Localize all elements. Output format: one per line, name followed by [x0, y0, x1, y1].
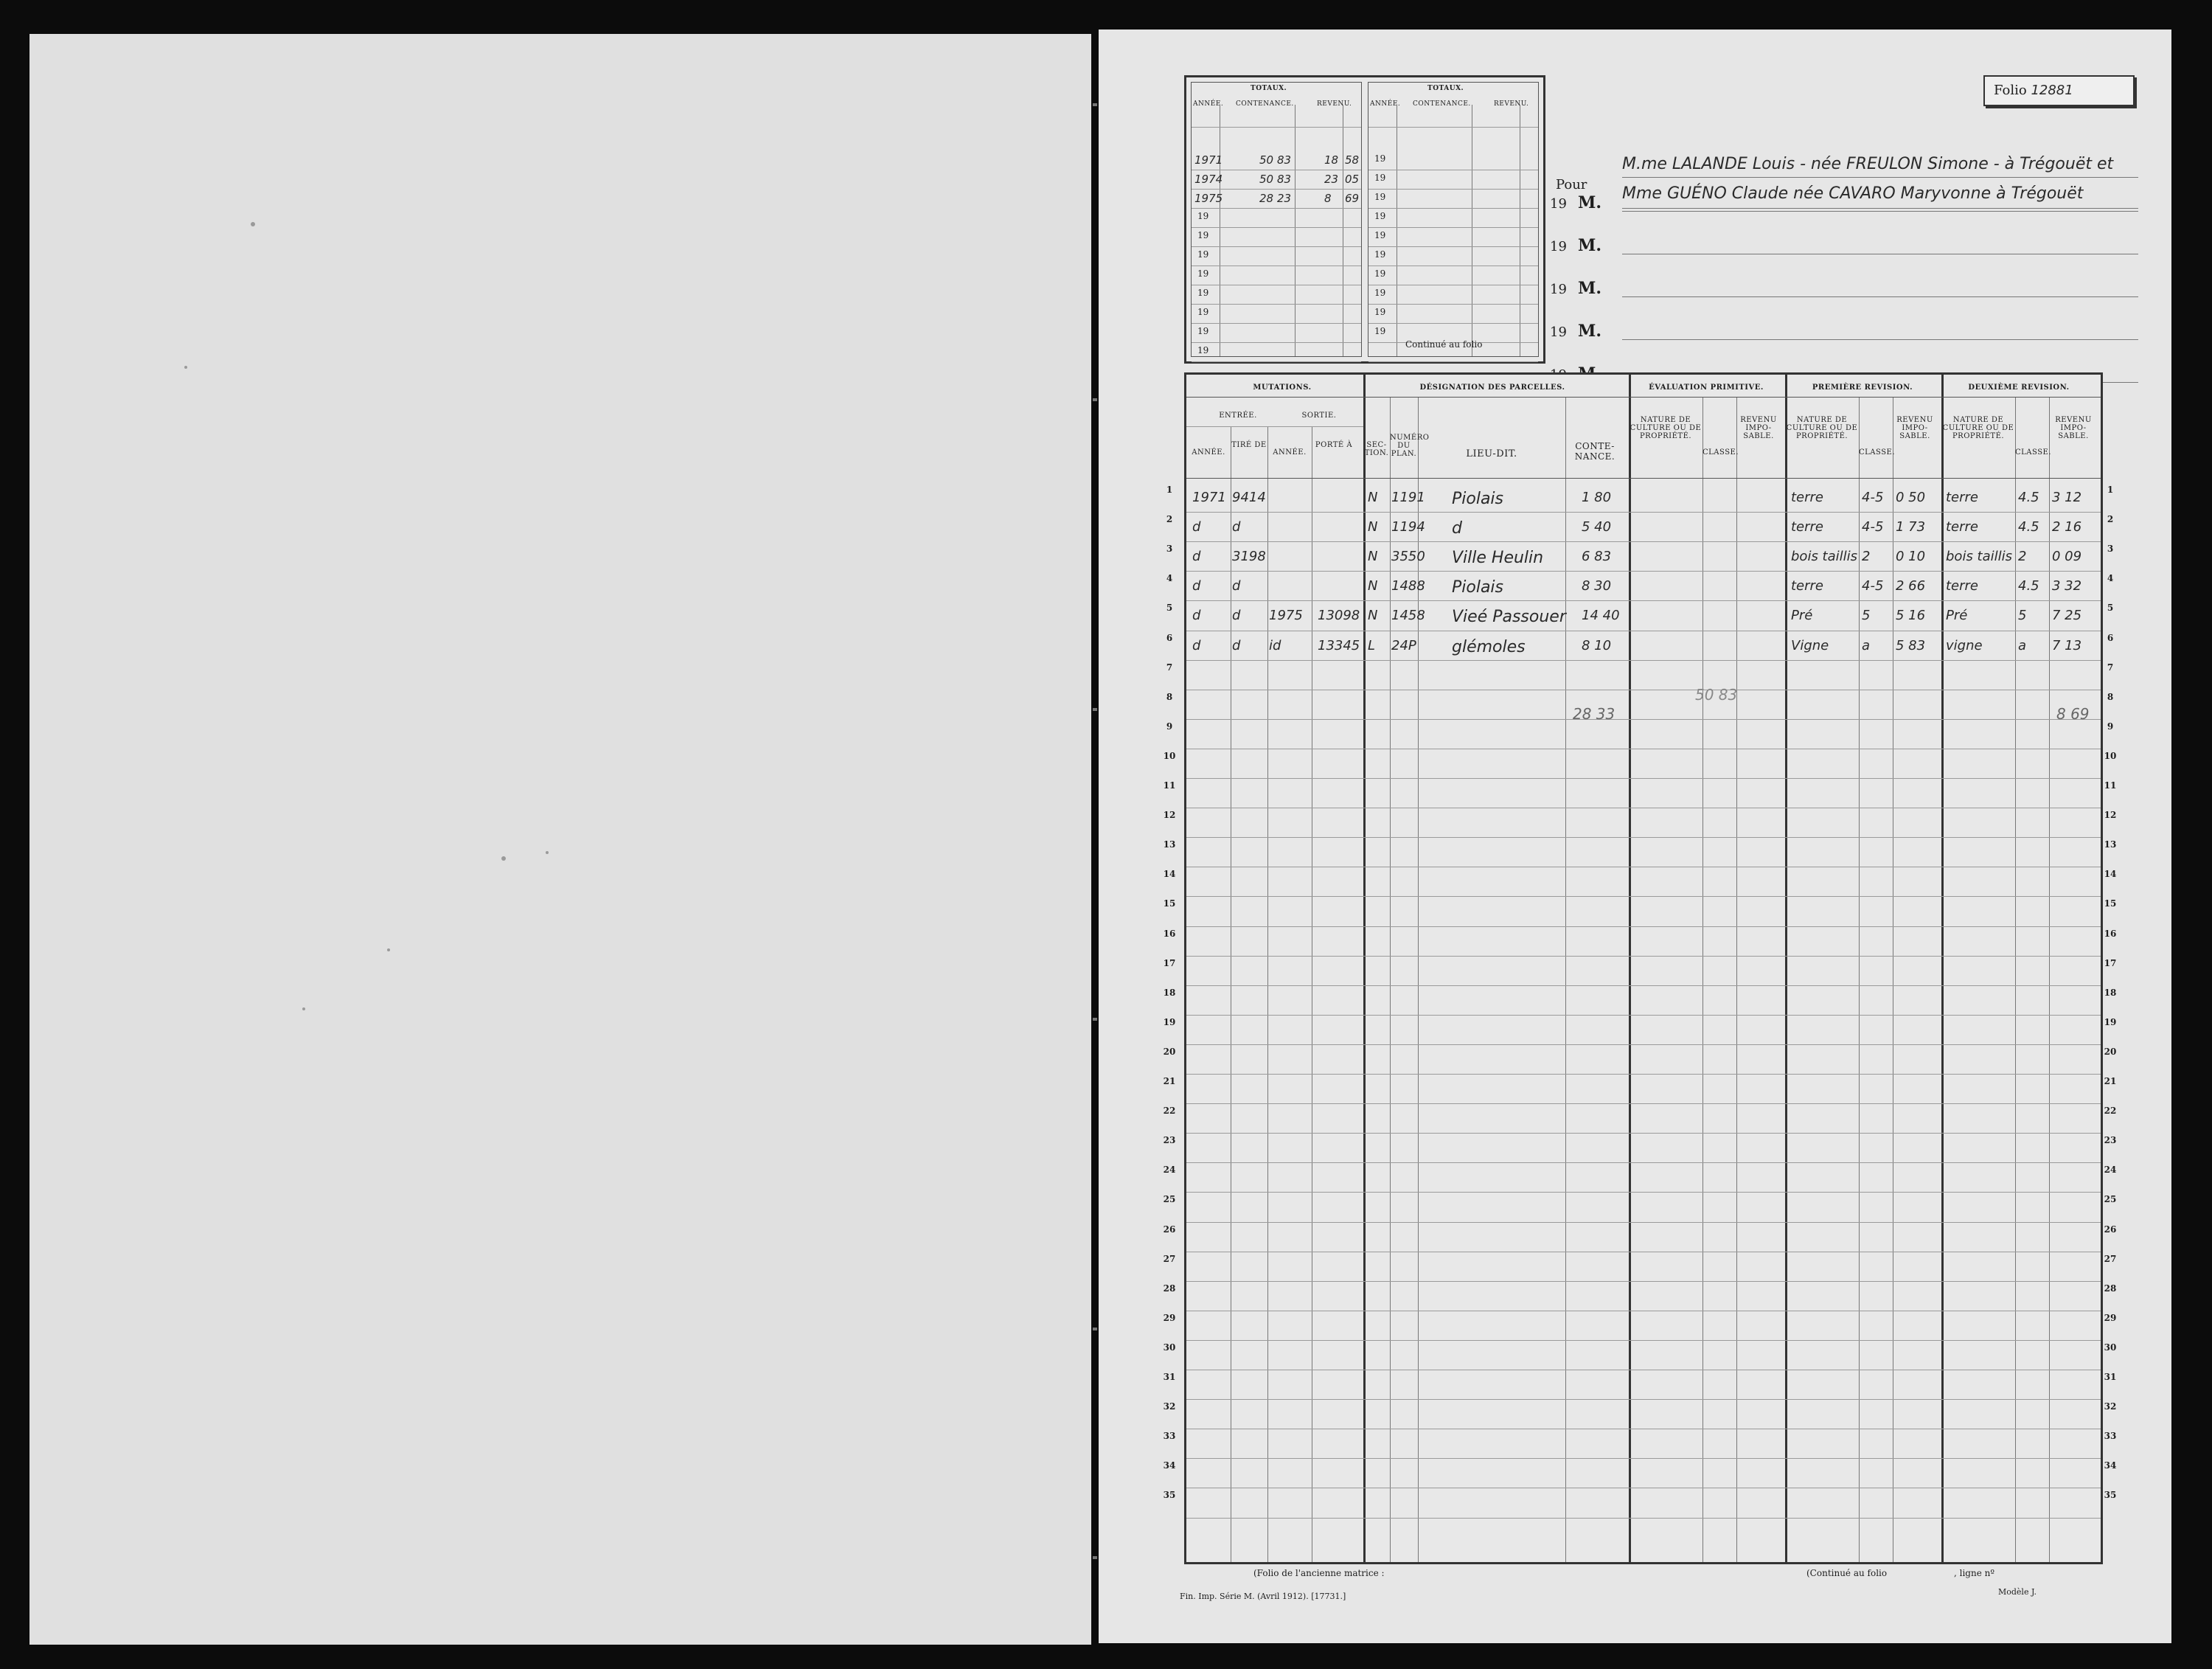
header-line [1186, 478, 2101, 479]
totaux-title: TOTAUX. [1251, 85, 1287, 92]
totaux-row-line [1192, 189, 1361, 190]
row-number: 17 [1163, 957, 1176, 968]
col-revenu: REVENU. [1494, 100, 1529, 108]
year-prefix: 19 [1197, 345, 1209, 355]
totaux-row-line [1368, 227, 1538, 228]
cell-annee: 1971 [1192, 490, 1226, 505]
hdr-lieu-dit: LIEU-DIT. [1466, 448, 1517, 459]
col-contenance: CONTENANCE. [1413, 100, 1471, 108]
cell-rev1: 1 73 [1896, 519, 1926, 535]
row-number: 13 [1163, 839, 1176, 850]
owner-line-1: M.me LALANDE Louis - née FREULON Simone - à Trégouët et [1622, 155, 2114, 173]
tot-row-a: 28 [1259, 192, 1274, 205]
hdr-contenance: CONTE-NANCE. [1574, 441, 1615, 462]
owners-block [1550, 74, 2146, 369]
cell-s_annee: id [1269, 637, 1281, 653]
tot-row-ca: 23 [1277, 192, 1292, 205]
row-line [1186, 1103, 2101, 1104]
footer-continue: (Continué au folio [1806, 1568, 1888, 1578]
year-prefix: 19 [1197, 268, 1209, 279]
tot-row-c: 05 [1345, 173, 1360, 186]
paper-speck [184, 366, 187, 369]
hdr-designation: DÉSIGNATION DES PARCELLES. [1419, 384, 1565, 392]
year-prefix: 19 [1374, 288, 1386, 298]
row-number: 8 [1166, 691, 1173, 702]
totaux-row-line [1192, 227, 1361, 228]
row-number: 33 [2104, 1431, 2117, 1442]
hdr-sortie: SORTIE. [1301, 412, 1337, 420]
year-prefix: 19 [1197, 307, 1209, 317]
cell-nature1: terre [1791, 578, 1824, 594]
cell-classe1: 4-5 [1862, 490, 1884, 505]
row-number: 35 [2104, 1490, 2117, 1501]
cell-section: L [1368, 637, 1376, 653]
row-number: 28 [1163, 1283, 1176, 1294]
row-number: 23 [1163, 1135, 1176, 1146]
row-number: 7 [1166, 662, 1173, 673]
footer-folio-ancienne: (Folio de l'ancienne matrice : [1253, 1568, 1385, 1578]
cell-rev1: 0 50 [1896, 490, 1926, 505]
cell-nature2: terre [1946, 578, 1979, 594]
year-prefix: 19 [1374, 326, 1386, 336]
row-number: 19 [2104, 1016, 2117, 1027]
row-number: 12 [1163, 810, 1176, 821]
cell-cont: 14 40 [1582, 608, 1620, 624]
row-number: 21 [2104, 1076, 2117, 1086]
row-number: 11 [2104, 780, 2117, 791]
totaux-row-line [1192, 323, 1361, 324]
year-prefix: 19 [1374, 153, 1386, 164]
year-prefix: 19 [1374, 268, 1386, 279]
hdr-entree: ENTRÉE. [1219, 412, 1257, 420]
eval-area-mark: 50 83 [1695, 686, 1738, 704]
row-number: 2 [1166, 514, 1173, 525]
owner-line-2: Mme GUÉNO Claude née CAVARO Maryvonne à Trégouët [1622, 184, 2084, 203]
row-number: 25 [2104, 1194, 2117, 1205]
row-number: 15 [2104, 898, 2117, 909]
cell-section: N [1368, 608, 1378, 624]
totaux-row-line [1192, 304, 1361, 305]
row-number: 26 [1163, 1224, 1176, 1235]
row-number: 15 [1163, 898, 1176, 909]
col-revenu: REVENU. [1317, 100, 1352, 108]
row-line [1186, 1518, 2101, 1519]
year-prefix: 19 [1374, 230, 1386, 240]
cell-tire: d [1232, 637, 1241, 653]
col-annee: ANNÉE. [1370, 100, 1401, 108]
cell-classe2: 4.5 [2018, 490, 2039, 505]
row-line [1186, 512, 2101, 513]
row-number: 8 [2107, 691, 2114, 702]
cell-tire: d [1232, 608, 1241, 624]
tot-row-c: 69 [1345, 192, 1360, 205]
tot-row-ca: 83 [1277, 153, 1292, 167]
tot-row-year: 1974 [1194, 173, 1223, 186]
year-prefix: 19 [1197, 230, 1209, 240]
col-line-thick [1629, 375, 1631, 1562]
total-contenance: 28 33 [1573, 705, 1615, 723]
cell-annee: d [1192, 578, 1201, 594]
cell-lieu: Piolais [1452, 490, 1504, 508]
row-line [1186, 1133, 2101, 1134]
row-number: 1 [2107, 485, 2114, 495]
cell-cont: 8 10 [1582, 637, 1612, 653]
col-line-thick [1363, 375, 1366, 1562]
row-number: 3 [1166, 544, 1173, 555]
row-number: 3 [2107, 544, 2114, 555]
tot-row-year: 1975 [1194, 192, 1223, 205]
year-prefix: 19 [1374, 211, 1386, 221]
row-number: 20 [2104, 1046, 2117, 1057]
row-number: 17 [2104, 957, 2117, 968]
row-number: 34 [1163, 1460, 1176, 1471]
tot-row-ca: 83 [1277, 173, 1292, 186]
owner-dotted-line [1622, 296, 2138, 297]
row-line [1186, 778, 2101, 779]
paper-speck [546, 851, 549, 854]
hdr-deuxieme: DEUXIÈME REVISION. [1968, 384, 2070, 392]
cell-nature1: Pré [1791, 608, 1813, 624]
col-line-thick [1941, 375, 1944, 1562]
row-number: 34 [2104, 1460, 2117, 1471]
cell-nature2: bois taillis [1946, 549, 2013, 565]
tot-row-fr: 8 [1324, 192, 1332, 205]
cell-rev2: 7 25 [2052, 608, 2082, 624]
cell-rev2: 2 16 [2052, 519, 2082, 535]
cell-rev2: 0 09 [2052, 549, 2082, 565]
cell-nature2: vigne [1946, 637, 1983, 653]
totaux-title: TOTAUX. [1427, 85, 1464, 92]
cell-rev2: 7 13 [2052, 637, 2082, 653]
row-number: 4 [1166, 573, 1173, 584]
paper-speck [501, 856, 506, 861]
total-revenu: 8 69 [2056, 705, 2090, 723]
year-prefix: 19 [1374, 173, 1386, 183]
left-blank-page [29, 34, 1091, 1645]
row-number: 31 [2104, 1372, 2117, 1382]
row-number: 18 [1163, 987, 1176, 998]
row-line [1186, 571, 2101, 572]
tot-row-a: 50 [1259, 173, 1274, 186]
totaux-row-line [1192, 246, 1361, 247]
row-number: 4 [2107, 573, 2114, 584]
totaux-row-line [1368, 208, 1538, 209]
cell-section: N [1368, 549, 1378, 565]
hdr-numero: NUMÉRO DU PLAN. [1390, 434, 1430, 458]
hdr-tire: TIRÉ DE [1231, 441, 1267, 449]
hdr-nature-1: NATURE DE CULTURE OU DE PROPRIÉTÉ. [1630, 416, 1702, 440]
row-number: 18 [2104, 987, 2117, 998]
row-number: 19 [1163, 1016, 1176, 1027]
cell-tire: d [1232, 519, 1241, 535]
hdr-section: SEC-TION. [1364, 441, 1389, 457]
row-number: 35 [1163, 1490, 1176, 1501]
row-line [1186, 985, 2101, 986]
row-number: 27 [1163, 1253, 1176, 1264]
totaux-row-line [1368, 361, 1538, 362]
cell-classe1: 2 [1862, 549, 1871, 565]
row-number: 31 [1163, 1372, 1176, 1382]
row-number: 33 [1163, 1431, 1176, 1442]
row-number: 29 [2104, 1312, 2117, 1323]
row-line [1186, 1281, 2101, 1282]
cell-rev1: 5 83 [1896, 637, 1926, 653]
cell-classe2: 2 [2018, 549, 2027, 565]
cell-annee: d [1192, 608, 1201, 624]
year-prefix: 19 [1197, 211, 1209, 221]
footer-imprint: Fin. Imp. Série M. (Avril 1912). [17731.] [1180, 1592, 1346, 1601]
row-number: 25 [1163, 1194, 1176, 1205]
footer-modele: Modèle J. [1998, 1587, 2037, 1597]
year-prefix: 19 [1197, 249, 1209, 260]
row-number: 1 [1166, 485, 1173, 495]
cell-tire: d [1232, 578, 1241, 594]
owner-prefix-year: 19 [1550, 282, 1567, 297]
row-line [1186, 1399, 2101, 1400]
row-number: 16 [2104, 928, 2117, 939]
hdr-classe-1: CLASSE. [1703, 448, 1739, 457]
cell-numero: 3550 [1391, 549, 1425, 565]
row-number: 21 [1163, 1076, 1176, 1086]
tot-row-fr: 18 [1324, 153, 1339, 167]
cell-tire: 9414 [1232, 490, 1266, 505]
totaux-row-line [1192, 361, 1361, 362]
cell-nature1: terre [1791, 490, 1824, 505]
row-line [1186, 1074, 2101, 1075]
paper-speck [251, 222, 255, 226]
cell-numero: 1194 [1391, 519, 1425, 535]
totaux-row-line [1368, 189, 1538, 190]
cell-cont: 6 83 [1582, 549, 1612, 565]
row-number: 14 [1163, 869, 1176, 880]
col-line [1267, 426, 1268, 1562]
cell-section: N [1368, 519, 1378, 535]
cell-nature1: bois taillis [1791, 549, 1858, 565]
row-line [1186, 541, 2101, 542]
totaux-row-line [1368, 323, 1538, 324]
cell-numero: 1458 [1391, 608, 1425, 624]
row-number: 29 [1163, 1312, 1176, 1323]
cell-section: N [1368, 578, 1378, 594]
hdr-annee-sortie: ANNÉE. [1273, 448, 1307, 457]
row-number: 32 [2104, 1401, 2117, 1412]
folio-label: Folio [1994, 83, 2027, 98]
cell-rev1: 0 10 [1896, 549, 1926, 565]
cell-numero: 1191 [1391, 490, 1425, 505]
hdr-revenu-1: REVENU IMPO-SABLE. [1740, 416, 1777, 440]
row-number: 30 [2104, 1342, 2117, 1353]
col-annee: ANNÉE. [1193, 100, 1224, 108]
tot-row-year: 1971 [1194, 153, 1223, 167]
cell-classe2: 5 [2018, 608, 2027, 624]
row-number: 12 [2104, 810, 2117, 821]
parcel-table [1184, 372, 2103, 1564]
row-number: 22 [1163, 1106, 1176, 1117]
cell-nature2: terre [1946, 490, 1979, 505]
row-line [1186, 719, 2101, 720]
cell-annee: d [1192, 637, 1201, 653]
row-number: 6 [2107, 632, 2114, 643]
totaux-row-line [1368, 246, 1538, 247]
header-line [1186, 426, 1363, 427]
row-line [1186, 896, 2101, 897]
cell-classe1: a [1862, 637, 1871, 653]
totaux-left [1191, 82, 1362, 357]
cell-annee: d [1192, 519, 1201, 535]
cell-classe1: 5 [1862, 608, 1871, 624]
cell-numero: 24P [1391, 637, 1416, 653]
hdr-nature-2: NATURE DE CULTURE OU DE PROPRIÉTÉ. [1786, 416, 1858, 440]
hdr-revenu-3: REVENU IMPO-SABLE. [2055, 416, 2092, 440]
row-number: 24 [2104, 1165, 2117, 1176]
row-line [1186, 1340, 2101, 1341]
continued-label: Continué au folio [1405, 339, 1483, 350]
cell-tire: 3198 [1232, 549, 1266, 565]
row-number: 7 [2107, 662, 2114, 673]
totaux-row-line [1192, 342, 1361, 343]
hdr-mutations: MUTATIONS. [1253, 384, 1312, 392]
owner-prefix-year: 19 [1550, 325, 1567, 340]
totaux-box [1184, 75, 1545, 364]
cell-s_annee: 1975 [1269, 608, 1303, 624]
cell-rev1: 5 16 [1896, 608, 1926, 624]
cell-nature2: Pré [1946, 608, 1968, 624]
row-number: 26 [2104, 1224, 2117, 1235]
row-number: 28 [2104, 1283, 2117, 1294]
tot-row-a: 50 [1259, 153, 1274, 167]
row-line [1186, 600, 2101, 601]
row-line [1186, 956, 2101, 957]
paper-speck [302, 1007, 305, 1010]
paper-speck [387, 948, 390, 951]
row-number: 23 [2104, 1135, 2117, 1146]
row-number: 5 [2107, 603, 2114, 614]
cell-section: N [1368, 490, 1378, 505]
row-line [1186, 1044, 2101, 1045]
row-number: 24 [1163, 1165, 1176, 1176]
owner-prefix-m: M. [1578, 193, 1602, 212]
row-number: 6 [1166, 632, 1173, 643]
row-number: 5 [1166, 603, 1173, 614]
hdr-nature-3: NATURE DE CULTURE OU DE PROPRIÉTÉ. [1942, 416, 2014, 440]
row-number: 11 [1163, 780, 1176, 791]
year-prefix: 19 [1374, 307, 1386, 317]
cell-lieu: glémoles [1452, 637, 1526, 656]
hdr-classe-3: CLASSE. [2015, 448, 2052, 457]
col-line-thick [1785, 375, 1787, 1562]
cell-cont: 5 40 [1582, 519, 1612, 535]
year-prefix: 19 [1197, 288, 1209, 298]
hdr-revenu-2: REVENU IMPO-SABLE. [1896, 416, 1933, 440]
totaux-right [1368, 82, 1539, 357]
cell-classe2: 4.5 [2018, 578, 2039, 594]
year-prefix: 19 [1374, 192, 1386, 202]
row-line [1186, 1015, 2101, 1016]
cell-nature1: terre [1791, 519, 1824, 535]
cell-nature1: Vigne [1791, 637, 1829, 653]
cell-cont: 8 30 [1582, 578, 1612, 594]
row-number: 10 [2104, 750, 2117, 761]
header-line [1186, 397, 2101, 398]
tot-row-fr: 23 [1324, 173, 1339, 186]
cell-lieu: Vieé Passouer [1452, 608, 1566, 627]
cell-lieu: Piolais [1452, 578, 1504, 597]
footer-ligne: , ligne nº [1954, 1568, 1995, 1578]
row-line [1186, 1222, 2101, 1223]
cell-cont: 1 80 [1582, 490, 1612, 505]
year-prefix: 19 [1197, 326, 1209, 336]
cell-s_porte: 13345 [1318, 637, 1360, 653]
owner-prefix-year: 19 [1550, 196, 1567, 212]
col-contenance: CONTENANCE. [1236, 100, 1294, 108]
folio-number: 12881 [2031, 83, 2073, 98]
row-number: 13 [2104, 839, 2117, 850]
owner-prefix-m: M. [1578, 236, 1602, 255]
tot-row-c: 58 [1345, 153, 1360, 167]
cell-rev2: 3 12 [2052, 490, 2082, 505]
cell-classe2: 4.5 [2018, 519, 2039, 535]
row-line [1186, 1458, 2101, 1459]
row-number: 27 [2104, 1253, 2117, 1264]
row-number: 9 [2107, 721, 2114, 732]
cell-lieu: d [1452, 519, 1462, 538]
row-number: 20 [1163, 1046, 1176, 1057]
row-number: 16 [1163, 928, 1176, 939]
row-line [1186, 1162, 2101, 1163]
cell-numero: 1488 [1391, 578, 1425, 594]
cell-s_porte: 13098 [1318, 608, 1360, 624]
hdr-classe-2: CLASSE. [1859, 448, 1896, 457]
row-line [1186, 1192, 2101, 1193]
hdr-evaluation: ÉVALUATION PRIMITIVE. [1649, 384, 1764, 392]
cell-rev2: 3 32 [2052, 578, 2082, 594]
cell-classe1: 4-5 [1862, 519, 1884, 535]
row-number: 30 [1163, 1342, 1176, 1353]
owner-prefix-m: M. [1578, 322, 1602, 341]
owner-prefix-m: M. [1578, 279, 1602, 298]
owner-dotted-line [1622, 211, 2138, 212]
totaux-row-line [1368, 304, 1538, 305]
row-number: 10 [1163, 750, 1176, 761]
row-line [1186, 660, 2101, 661]
cell-rev1: 2 66 [1896, 578, 1926, 594]
hdr-annee: ANNÉE. [1192, 448, 1225, 457]
row-number: 2 [2107, 514, 2114, 525]
cell-classe1: 4-5 [1862, 578, 1884, 594]
owner-dotted-line [1622, 339, 2138, 340]
row-line [1186, 837, 2101, 838]
hdr-porte: PORTÉ À [1315, 441, 1353, 449]
cell-annee: d [1192, 549, 1201, 565]
cell-lieu: Ville Heulin [1452, 549, 1544, 568]
pour-label: Pour [1556, 177, 1587, 192]
hdr-premiere: PREMIÈRE REVISION. [1812, 384, 1913, 392]
cell-nature2: terre [1946, 519, 1979, 535]
row-number: 9 [1166, 721, 1173, 732]
totaux-row-line [1192, 208, 1361, 209]
right-ledger-page [1099, 30, 2171, 1643]
row-number: 14 [2104, 869, 2117, 880]
row-number: 22 [2104, 1106, 2117, 1117]
cell-classe2: a [2018, 637, 2027, 653]
year-prefix: 19 [1374, 249, 1386, 260]
owner-prefix-year: 19 [1550, 239, 1567, 254]
row-number: 32 [1163, 1401, 1176, 1412]
row-line [1186, 926, 2101, 927]
